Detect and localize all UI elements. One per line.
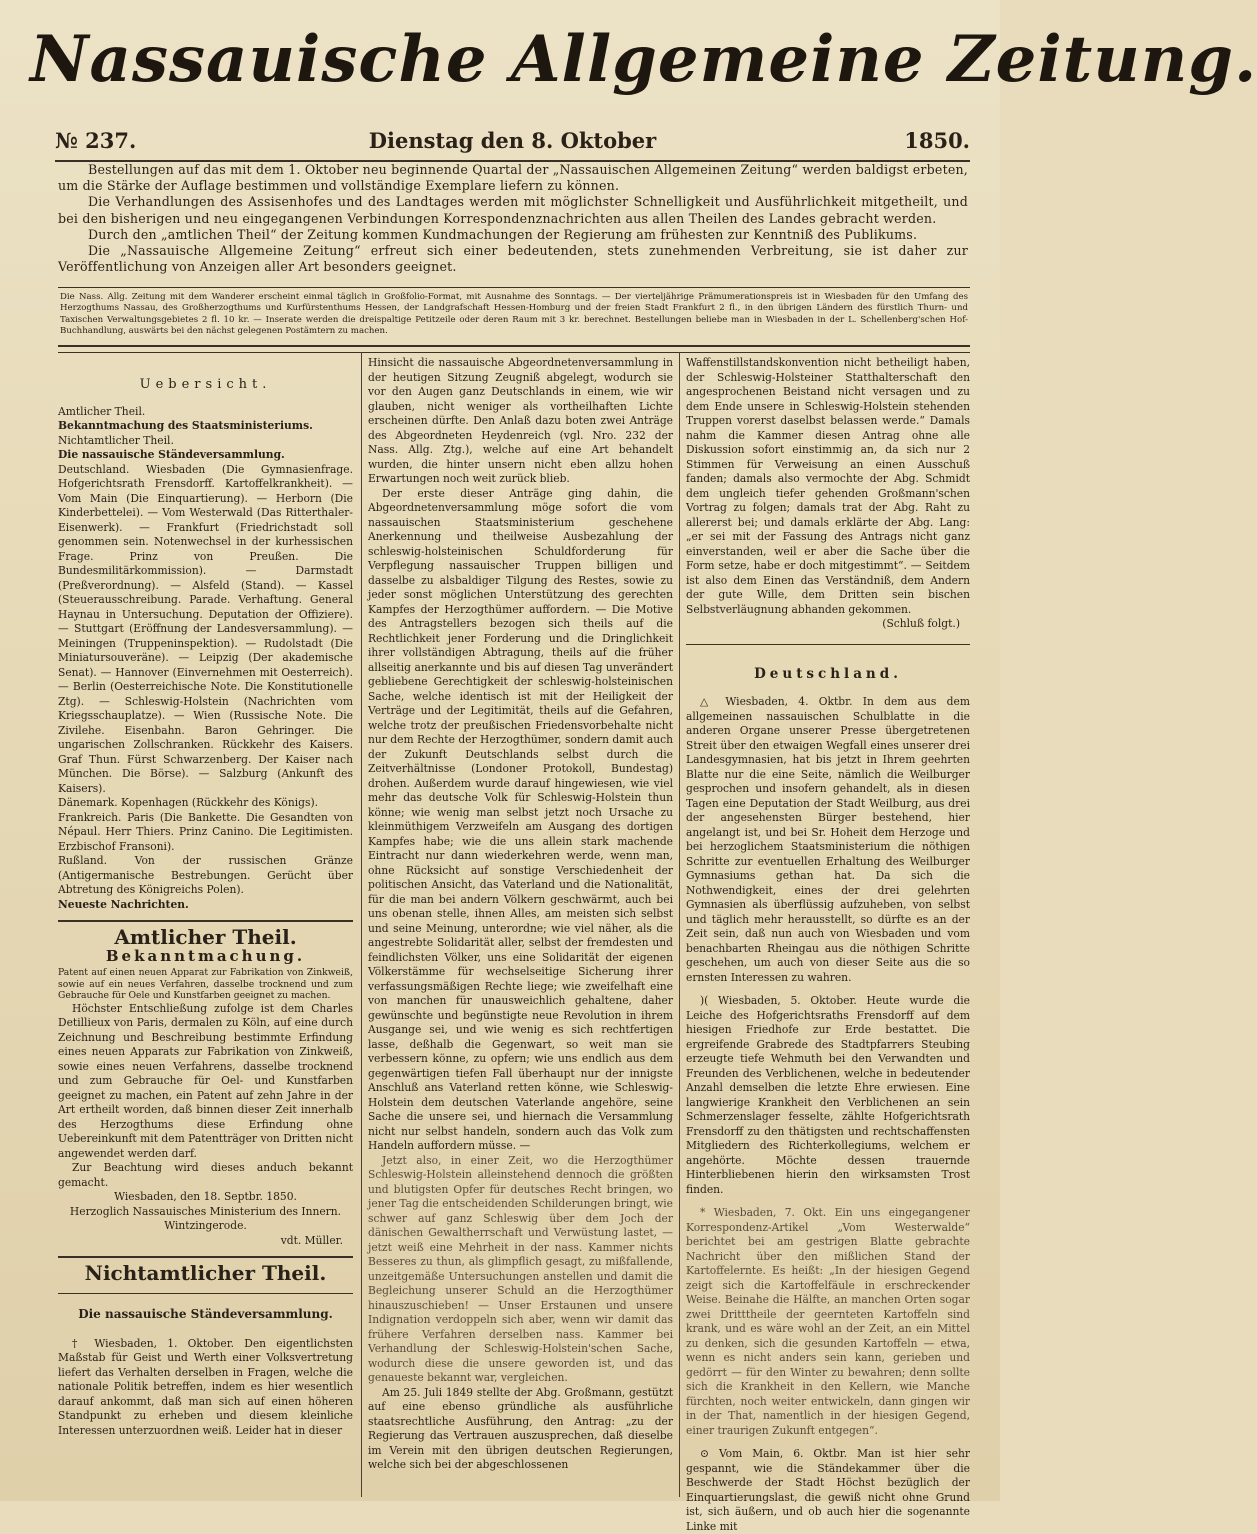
dateline: [55, 126, 970, 162]
newspaper-title: Nassauische Allgemeine Zeitung.: [30, 22, 1257, 97]
intro-paragraph: Die „Nassauische Allgemeine Zeitung“ erfreut sich einer bedeutenden, stets zunehmenden Verbreitung, sie ist daher zur Veröffentlichung von Anzeigen aller Art besonders geeignet.: [58, 243, 968, 275]
intro-paragraph: Durch den „amtlichen Theil“ der Zeitung kommen Kundmachungen der Regierung am frühesten zur Kenntniß des Publikums.: [88, 226, 918, 242]
toc-item: Frankreich. Paris (Die Bankette. Die Gesandten von Népaul. Herr Thiers. Prinz Canino. Die Legitimisten. Erzbischof Fransoni).: [58, 810, 353, 853]
article-paragraph: Der erste dieser Anträge ging dahin, die Abgeordnetenversammlung möge sofort die vom nassauischen Staatsministerium geschehene Anerkennung und theilweise Ausbezahlung der schleswig-holsteinischen Schuldforderung für Verpflegung nassauischer Truppen billigen und dasselbe zu alsbaldiger Tilgung des Restes, sowie zu jeder sonst möglichen Unterstützung des gerechten Kampfes der Herzogthümer auffordern. — Die Motive des Antragstellers bezogen sich theils auf die Rechtlichkeit jener Forderung und die Dringlichkeit ihrer vollständigen Abtragung, theils auf die früher allseitig anerkannte und bis auf diesen Tag unverändert gebliebene Gerechtigkeit der schleswig-holsteinischen Sache, welche identisch ist mit der Heiligkeit der Verträge und der Legitimität, theils auf die Gefahren, welche trotz der preußischen Friedensvorbehalte nicht nur dem Rechte der Herzogthümer, sondern damit auch der Zukunft Deutschlands selbst durch die Zeitverhältnisse (Londoner Protokoll, Bundestag) drohen. Außerdem wurde darauf hingewiesen, wie viel mehr das deutsche Volk für Schleswig-Holstein thun könne; wie wenig man selbst jetzt noch Ursache zu kleinmüthigem Verzweifeln am Ausgang des dortigen Kampfes habe; wie die uns allein stark machende Eintracht nur dann wiederkehren werde, wenn man, ohne Rücksicht auf sonstige Verschiedenheit der politischen Ansicht, das Vaterland und die Nationalität, für die man bei andern Völkern geschwärmt, auch bei uns obenan stelle, ihnen Alles, am meisten sich selbst und seine Meinung, unterordne; wie viel näher, als die angestrebte Solidarität aller, selbst der fremdesten und feindlichsten Völker, uns eine Solidarität der eigenen Völkerstämme für wechselseitige Sicherung ihrer verfassungsmäßigen Rechte liege; wie zweifelhaft eine von manchen für unausweichlich gehaltene, daher gewünschte und begünstigte neue Revolution in ihrem Ausgange sei, und wie wenig es sich rechtfertigen lasse, deßhalb die Gegenwart, so weit man sie verbessern könne, zu opfern; wie uns endlich aus dem gegenwärtigen tiefen Fall überhaupt nur der innigste Anschluß ans Vaterland retten könne, wie Schleswig-Holstein dem deutschen Vaterlande angehöre, seine Sache die unsere sei, und hiernach die Versammlung nicht nur selbst handeln, sondern auch das Volk zum Handeln auffordern müsse. —: [368, 486, 673, 1152]
divider: [58, 1256, 353, 1258]
table-of-contents: [58, 405, 353, 913]
column-divider: [361, 352, 362, 1497]
column-divider: [679, 352, 680, 1497]
announcement-signature: Wintzingerode.: [164, 1219, 247, 1233]
continued-note: (Schluß folgt.): [882, 617, 960, 630]
overview-heading: Uebersicht.: [139, 377, 272, 392]
subscription-intro: [58, 162, 968, 275]
issue-date: Dienstag den 8. Oktober: [368, 128, 657, 153]
announcement-body: Höchster Entschließung zufolge ist dem Charles Detillieux von Paris, dermalen zu Köln, auf eine durch Zeichnung und Beschreibung bestimmte Erfindung eines neuen Apparats zur Fabrikation von Zinkweiß, sowie eines neuen Verfahrens, dasselbe trocknend und zum Gebrauche für Oel- und Kunstfarben geeignet zu machen, ein Patent auf zehn Jahre in der Art ertheilt worden, daß binnen dieser Zeit innerhalb des Herzogthums diese Erfindung ohne Uebereinkunft mit dem Patentträger von Dritten nicht angewendet werden darf.: [58, 1001, 353, 1160]
article-paragraph: Hinsicht die nassauische Abgeordnetenversammlung in der heutigen Sitzung Zeugniß abgelegt, wodurch sie vor den Augen ganz Deutschlands in einem, wie wir glauben, nicht weniger als vortheilhaften Lichte erscheinen dürfte. Den Anlaß dazu boten zwei Anträge des Abgeordneten Heydenreich (vgl. Nro. 232 der Nass. Allg. Ztg.), welche auf eine Art behandelt wurden, die hinter unsern nicht eben allzu hohen Erwartungen noch weit zurück blieb.: [368, 356, 673, 485]
article-body: † Wiesbaden, 1. Oktober. Den eigentlichsten Maßstab für Geist und Werth einer Volksvertretung liefert das Verhalten derselben in Fragen, welche die nationale Politik betreffen, indem es hier wesentlich darauf ankommt, daß man sich auf einen höheren Standpunkt zu erheben und diesem kleinliche Interessen unterzuordnen weiß. Leider hat in dieser: [58, 1336, 353, 1437]
toc-item: Neueste Nachrichten.: [58, 897, 189, 911]
toc-item: Die nassauische Ständeversammlung.: [58, 448, 285, 461]
section-heading-germany: Deutschland.: [754, 665, 902, 682]
news-item: )( Wiesbaden, 5. Oktober. Heute wurde die Leiche des Hofgerichtsraths Frensdorff auf dem hiesigen Friedhofe zur Erde bestattet. Die ergreifende Grabrede des Stadtpfarrers Steubing erzeugte tiefe Wehmuth bei den Verwandten und Freunden des Verblichenen, welche in bedeutender Anzahl demselben die letzte Ehre erwiesen. Eine langwierige Krankheit den Verblichenen an sein Schmerzenslager fesselte, zählte Hofgerichtsrath Frensdorff zu den thätigsten und rechtschaffensten Mitgliedern des Richterkollegiums, welchem er angehörte. Möchte dessen trauernde Hinterbliebenen hierin den wirksamsten Trost finden.: [686, 994, 970, 1196]
divider: [686, 644, 970, 645]
issue-number: № 237.: [55, 128, 137, 153]
section-heading-unofficial: Nichtamtlicher Theil.: [84, 1261, 327, 1286]
column-middle: [368, 356, 673, 1473]
column-right: [686, 356, 970, 1534]
announcement-lead: Patent auf einen neuen Apparat zur Fabrikation von Zinkweiß, sowie auf ein neues Verfahren, dasselbe trocknend und zum Gebrauche für Oele und Kunstfarben geeignet zu machen.: [58, 967, 353, 1002]
toc-item: Bekanntmachung des Staatsministeriums.: [58, 419, 313, 432]
divider: [58, 287, 970, 288]
article-paragraph: Waffenstillstandskonvention nicht betheiligt haben, der Schleswig-Holsteiner Statthalterschaft den angesprochenen Beistand nicht versagen und zu dem Ende unsere in Schleswig-Holstein stehenden Truppen vorerst daselbst belassen werde.“ Damals nahm die Kammer diesen Antrag ohne alle Diskussion sofort einstimmig an, da sich nur 2 Stimmen für Verweisung an einen Ausschuß fanden; damals also vermochte der Abg. Schmidt dem ungleich tiefer gehenden Großmann'schen Vortrag zu folgen; damals trat der Abg. Raht zu allererst bei; und damals erklärte der Abg. Lang: „er sei mit der Fassung des Antrags nicht ganz einverstanden, weil er aber die Sache über die Form setze, habe er doch mitgestimmt“. — Seitdem ist also dem Einen das Verständniß, dem Andern der gute Wille, dem Dritten sein bischen Selbstverläugnung abhanden gekommen.: [686, 356, 970, 616]
section-heading-official: Amtlicher Theil.: [114, 925, 297, 949]
divider: [58, 920, 353, 922]
announcement-place-date: Wiesbaden, den 18. Septbr. 1850.: [114, 1190, 297, 1204]
announcement-heading: Bekanntmachung.: [105, 946, 306, 965]
publication-notice: Die Nass. Allg. Zeitung mit dem Wanderer erscheint einmal täglich in Großfolio-Format, mit Ausnahme des Sonntags. — Der vierteljährige Prämumerationspreis ist in Wiesbaden für den Umfang des Herzogthums Nassau, des Großherzogthums und Kurfürstenthums Hessen, der Landgrafschaft Hessen-Homburg und der freien Stadt Frankfurt 2 fl., in den übrigen Ländern des fürstlich Thurn- und Taxischen Verwaltungsgebietes 2 fl. 10 kr. — Inserate werden die dreispaltige Petitzeile oder deren Raum mit 3 kr. berechnet. Bestellungen beliebe man in Wiesbaden in der L. Schellenberg'schen Hof-Buchhandlung, auswärts bei den nächst gelegenen Postämtern zu machen.: [60, 292, 968, 337]
announcement-countersign: vdt. Müller.: [280, 1233, 343, 1247]
announcement-note: Zur Beachtung wird dieses anduch bekannt gemacht.: [58, 1161, 353, 1189]
toc-item: Amtlicher Theil.: [58, 404, 146, 418]
news-item: * Wiesbaden, 7. Okt. Ein uns eingegangener Korrespondenz-Artikel „Vom Westerwalde“ berichtet bei am gestrigen Blatte gebrachte Nachricht über den mißlichen Stand der Kartoffelernte. Es heißt: „In der hiesigen Gegend zeigt sich die Kartoffelfäule in erschreckender Weise. Beinahe die Hälfte, an manchen Orten sogar zwei Dritttheile der geernteten Kartoffeln sind krank, und es wäre wohl an der Zeit, an ein Mittel zu denken, sich die gesunden Kartoffeln — etwa, wenn es nicht anders sein kann, gerieben und gedörrt — für den Winter zu bewahren; denn sollte sich die Krankheit in den Kellern, wie Manche fürchten, noch weiter entwickeln, dann gingen wir in der That, namentlich in der hiesigen Gegend, einer traurigen Zukunft entgegen“.: [686, 1206, 970, 1437]
issue-year: 1850.: [904, 128, 970, 153]
divider: [58, 1293, 353, 1294]
toc-item: Nichtamtlicher Theil.: [58, 433, 174, 447]
news-item: △ Wiesbaden, 4. Oktbr. In dem aus dem allgemeinen nassauischen Schulblatte in die anderen Organe unserer Presse übergetretenen Streit über den etwaigen Wegfall eines unserer drei Landesgymnasien, hat bis jetzt in Ihrem geehrten Blatte nur die eine Seite, nämlich die Weilburger gesprochen und insofern gehandelt, als in diesen Tagen eine Deputation der Stadt Weilburg, aus drei der angesehensten Bürger bestehend, hier angelangt ist, und bei Sr. Hoheit dem Herzoge und bei herzoglichem Staatsministerium die nöthigen Schritte zur eventuellen Erhaltung des Weilburger Gymnasiums gethan hat. Da sich die Nothwendigkeit, eines der drei gelehrten Gymnasien als überflüssig aufzuheben, von selbst und täglich mehr herausstellt, so dürfte es an der Zeit sein, daß nun auch von Wiesbaden und vom benachbarten Rheingau aus die nöthigen Schritte geschehen, um auch von dieser Seite aus die so ernsten Interessen zu wahren.: [686, 695, 970, 984]
article-paragraph: Jetzt also, in einer Zeit, wo die Herzogthümer Schleswig-Holstein alleinstehend dennoch die größten und blutigsten Opfer für deutsches Recht bringen, wo jener Tag die entscheidenden Schilderungen bringt, wie schwer auf ganz Schleswig über dem Joch der dänischen Gewaltherrschaft und Verwüstung lastet, — jetzt weiß eine Mehrheit in der nass. Kammer nichts Besseres zu thun, als glimpflich gesagt, zu mißfallende, unzeitgemäße Untersuchungen anstellen und damit die Begleichung unserer Schuld an die Herzogthümer hinauszuschieben! — Unser Erstaunen und unsere Indignation verdoppeln sich aber, wenn wir damit das frühere Verfahren derselben nass. Kammer bei Verhandlung der Schleswig-Holstein'schen Sache, wodurch diese die unsere geworden ist, und das genaueste bekannt war, vergleichen.: [368, 1153, 673, 1384]
announcement-office: Herzoglich Nassauisches Ministerium des Innern.: [69, 1204, 342, 1218]
double-divider: [58, 345, 970, 353]
toc-item: Dänemark. Kopenhagen (Rückkehr des Königs).: [58, 796, 319, 809]
masthead: [30, 4, 1257, 116]
toc-item: Rußland. Von der russischen Gränze (Antigermanische Bestrebungen. Gerücht über Abtretung des Königreichs Polen).: [58, 854, 353, 896]
article-paragraph: Am 25. Juli 1849 stellte der Abg. Großmann, gestützt auf eine ebenso gründliche als ausführliche staatsrechtliche Ausführung, den Antrag: „zu der Regierung das Vertrauen auszusprechen, daß dieselbe im Verein mit den übrigen deutschen Regierungen, welche sich bei der abgeschlossenen: [368, 1385, 673, 1471]
toc-item: Deutschland. Wiesbaden (Die Gymnasienfrage. Hofgerichtsrath Frensdorff. Kartoffelkrankheit). — Vom Main (Die Einquartierung). — Herborn (Die Kinderbettelei). — Vom Westerwald (Das Ritterthaler-Eisenwerk). — Frankfurt (Friedrichstadt soll genommen sein. Notenwechsel in der kurhessischen Frage. Prinz von Preußen. Die Bundesmilitärkommission). — Darmstadt (Preßverordnung). — Alsfeld (Stand). — Kassel (Steuerausschreibung. Parade. Verhaftung. General Haynau in Untersuchung. Deputation der Offiziere). — Stuttgart (Eröffnung der Landesversammlung). — Meiningen (Truppeninspektion). — Rudolstadt (Die Miniatursouveräne). — Leipzig (Der akademische Senat). — Hannover (Einvernehmen mit Oesterreich). — Berlin (Oesterreichische Note. Die Konstitutionelle Ztg). — Schleswig-Holstein (Nachrichten vom Kriegsschauplatze). — Wien (Russische Note. Die Zivilehe. Eisenbahn. Baron Gehringer. Die ungarischen Zollschranken. Rückkehr des Kaisers. Graf Thun. Fürst Schwarzenberg. Der Kaiser nach München. Die Börse). — Salzburg (Ankunft des Kaisers).: [58, 462, 353, 795]
column-left: [58, 356, 353, 1438]
intro-paragraph: Bestellungen auf das mit dem 1. Oktober neu beginnende Quartal der „Nassauischen Allgemeinen Zeitung“ werden baldigst erbeten, um die Stärke der Auflage bestimmen und vollständige Exemplare liefern zu können.: [58, 162, 968, 194]
article-heading-staende: Die nassauische Ständeversammlung.: [78, 1306, 333, 1321]
intro-paragraph: Die Verhandlungen des Assisenhofes und des Landtages werden mit möglichster Schnelligkeit und Ausführlichkeit mitgetheilt, und bei den bisherigen und neu eingegangenen Verbindungen Korrespondenznachrichten aus allen Theilen des Landes gebracht werden.: [58, 194, 968, 226]
news-item: ⊙ Vom Main, 6. Oktbr. Man ist hier sehr gespannt, wie die Ständekammer über die Beschwerde der Stadt Höchst bezüglich der Einquartierungslast, die gewiß nicht ohne Grund ist, sich äußern, und ob auch hier die sogenannte Linke mit: [686, 1447, 970, 1533]
